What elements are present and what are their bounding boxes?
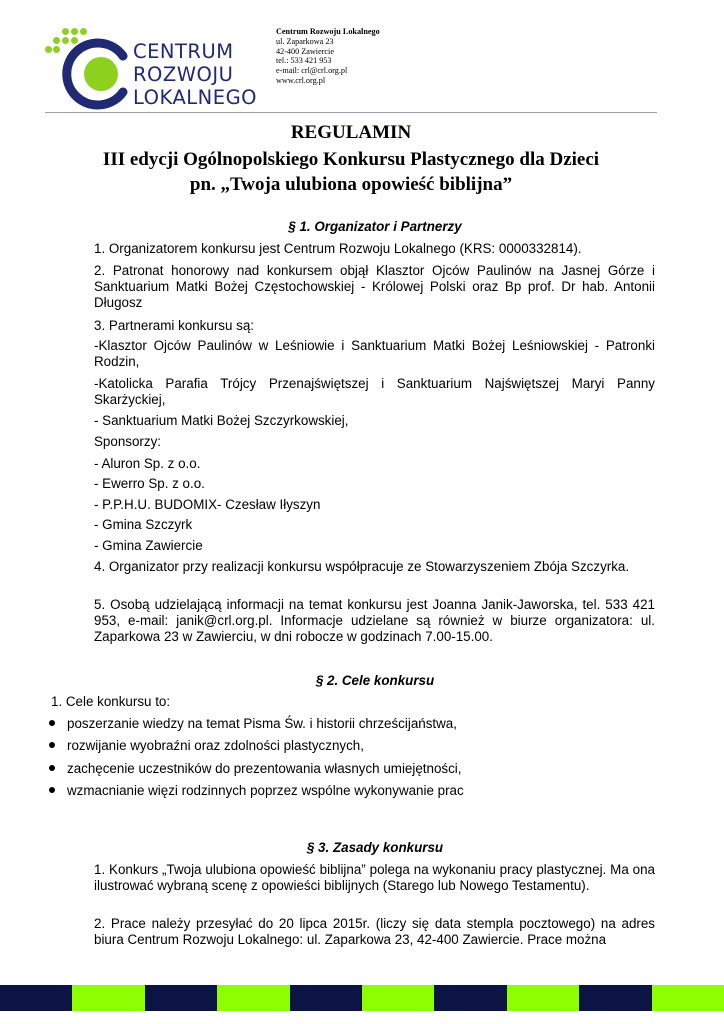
sponsor-item: - Aluron Sp. z o.o. [94,456,201,471]
footer-stripe [652,985,724,1011]
section-2-heading: § 2. Cele konkursu [315,673,435,688]
s1-partner-1: -Klasztor Ojców Paulinów w Leśniowie i Sanktuarium Matki Bożej Leśniowskiej - Patronki Rodzin, [94,338,655,369]
s3-paragraph-1: 1. Konkurs „Twoja ulubiona opowieść biblijna” polega na wykonaniu pracy plastycznej. Ma ona ilustrować wybraną scenę z opowieści biblijnych (Starego lub Nowego Testamentu). [94,862,655,893]
s1-paragraph-5: 5. Osobą udzielającą informacji na temat konkursu jest Joanna Janik-Jaworska, tel. 533 421 953, e-mail: janik@crl.org.pl. Informacje udzielane są również w biurze organizatora: ul. Zaparkowa 23 w Zawierciu, w dni robocze w godzinach 7.00-15.00. [94,597,655,644]
s1-partner-2: -Katolicka Parafia Trójcy Przenajświętszej i Sanktuarium Najświętszej Maryi Panny Skarżyckiej, [94,376,655,407]
footer-stripe [72,985,144,1011]
logo-line-2: ROZWOJU [133,63,234,86]
footer-stripe [579,985,651,1011]
s1-paragraph-1: 1. Organizatorem konkursu jest Centrum Rozwoju Lokalnego (KRS: 0000332814). [94,241,582,256]
footer-stripe-bar [0,985,724,1011]
list-item [45,783,464,798]
header-divider [45,112,657,113]
contact-street: ul. Zaparkowa 23 [276,36,334,46]
list-item-text: wzmacnianie więzi rodzinnych poprzez wspólne wykonywanie prac [67,783,464,798]
s1-paragraph-3: 3. Partnerami konkursu są: [94,318,255,333]
s2-intro: 1. Cele konkursu to: [51,694,171,709]
logo-c-ring-icon [61,38,133,110]
footer-stripe [362,985,434,1011]
contact-city: 42-400 Zawiercie [276,46,334,56]
s1-paragraph-4: 4. Organizator przy realizacji konkursu współpracuje ze Stowarzyszeniem Zbója Szczyrka. [94,559,630,574]
sponsor-item: - Gmina Zawiercie [94,538,203,553]
footer-stripe [217,985,289,1011]
section-3-heading: § 3. Zasady konkursu [306,840,444,855]
bullet-icon [49,765,55,771]
list-item [45,716,457,731]
contact-phone: tel.: 533 421 953 [276,56,332,66]
document-contest-name: pn. „Twoja ulubiona opowieść biblijna” [189,174,513,195]
s3-paragraph-2: 2. Prace należy przesyłać do 20 lipca 2015r. (liczy się data stempla pocztowego) na adres biura Centrum Rozwoju Lokalnego: ul. Zaparkowa 23, 42-400 Zawiercie. Prace można [94,916,655,947]
sponsor-item: - P.P.H.U. BUDOMIX- Czesław Iłyszyn [94,497,321,512]
logo-wordmark [133,40,257,109]
bullet-icon [49,787,55,793]
sponsor-item: - Ewerro Sp. z o.o. [94,476,205,491]
logo-line-3: LOKALNEGO [133,86,258,109]
bullet-icon [49,742,55,748]
crl-logo [45,26,258,110]
section-1-heading: § 1. Organizator i Partnerzy [288,219,462,234]
contact-www[interactable]: www.crl.org.pl [276,75,326,85]
footer-stripe [507,985,579,1011]
footer-stripe [290,985,362,1011]
list-item [45,761,462,776]
footer-stripe [145,985,217,1011]
bullet-icon [49,720,55,726]
s1-partner-3: - Sanktuarium Matki Bożej Szczyrkowskiej, [94,413,349,428]
document-title: REGULAMIN [290,122,412,143]
sponsor-item: - Gmina Szczyrk [94,517,193,532]
logo-line-1: CENTRUM [133,40,234,63]
footer-stripe [0,985,72,1011]
contact-email[interactable]: e-mail: crl@crl.org.pl [276,66,348,76]
contact-name: Centrum Rozwoju Lokalnego [276,27,380,36]
list-item-text: zachęcenie uczestników do prezentowania własnych umiejętności, [67,761,462,776]
contact-block [276,27,380,86]
list-item [45,738,364,753]
list-item-text: rozwijanie wyobraźni oraz zdolności plastycznych, [67,738,364,753]
list-item-text: poszerzanie wiedzy na temat Pisma Św. i historii chrześcijaństwa, [67,716,457,731]
s1-sponsors-label: Sponsorzy: [94,434,161,449]
footer-stripe [434,985,506,1011]
document-subtitle: III edycji Ogólnopolskiego Konkursu Plastycznego dla Dzieci [102,149,600,170]
s1-paragraph-2: 2. Patronat honorowy nad konkursem objął Klasztor Ojców Paulinów na Jasnej Górze i Sanktuarium Matki Bożej Częstochowskiej - Królowej Polski oraz Bp prof. Dr hab. Antonii Długosz [94,263,655,310]
